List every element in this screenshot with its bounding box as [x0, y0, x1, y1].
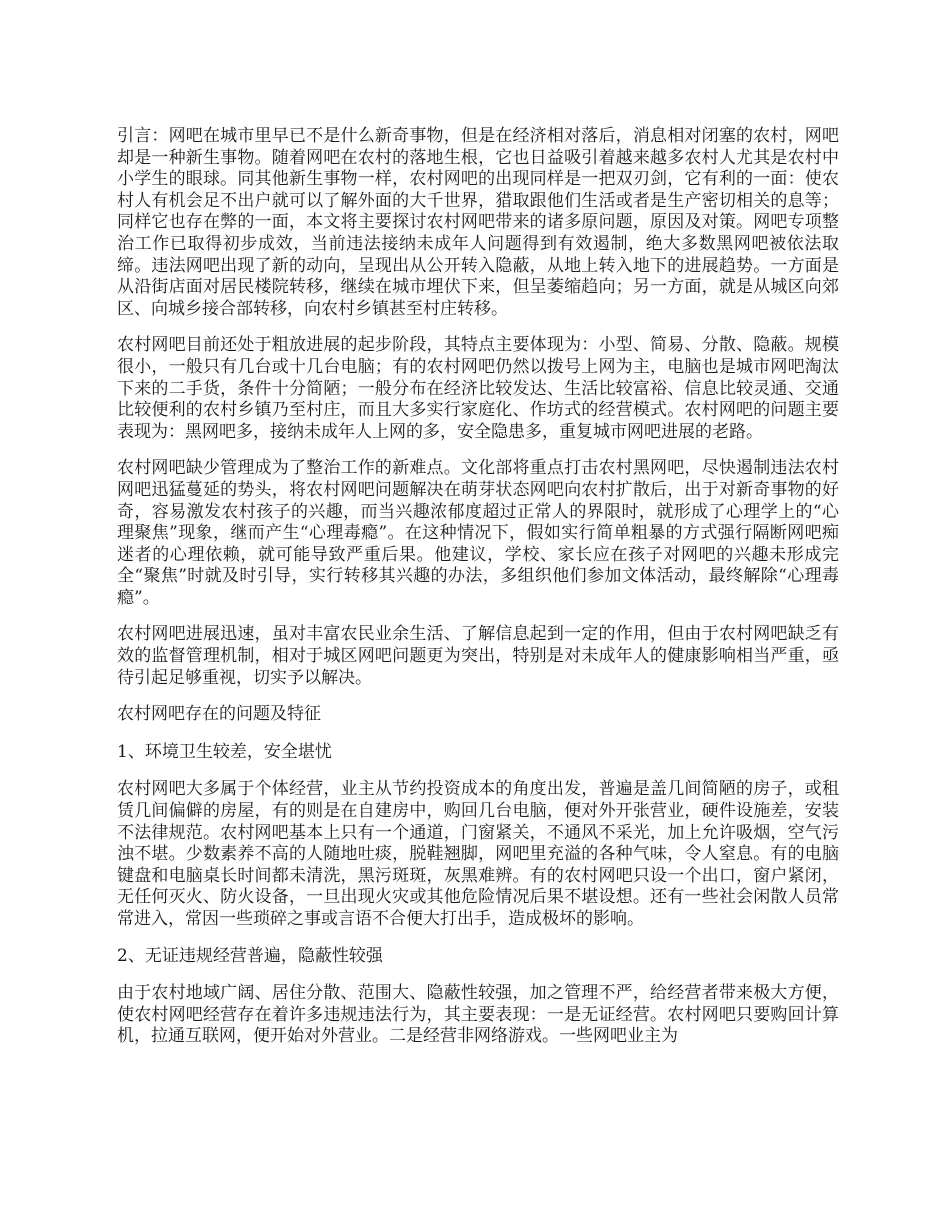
- body-paragraph: 农村网吧缺少管理成为了整治工作的新难点。文化部将重点打击农村黑网吧，尽快遏制违法农村网吧迅猛蔓延的势头，将农村网吧问题解决在萌芽状态网吧向农村扩散后，出于对新奇事物的好奇，容易激发农村孩子的兴趣，而当兴趣浓郁度超过正常人的界限时，就形成了心理学上的“心理聚焦”现象，继而产生“心理毒瘾”。在这种情况下，假如实行简单粗暴的方式强行隔断网吧痴迷者的心理依赖，就可能导致严重后果。他建议，学校、家长应在孩子对网吧的兴趣未形成完全“聚焦”时就及时引导，实行转移其兴趣的办法，多组织他们参加文体活动，最终解除“心理毒瘾”。: [117, 458, 839, 608]
- document-body: [117, 126, 839, 1063]
- body-paragraph: 农村网吧大多属于个体经营，业主从节约投资成本的角度出发，普遍是盖几间简陋的房子，或租赁几间偏僻的房屋，有的则是在自建房中，购回几台电脑，便对外开张营业，硬件设施差，安装不法律规范。农村网吧基本上只有一个通道，门窗紧关，不通风不采光，加上允许吸烟，空气污浊不堪。少数素养不高的人随地吐痰，脱鞋翘脚，网吧里充溢的各种气味，令人窒息。有的电脑键盘和电脑桌长时间都未清洗，黑污斑斑，灰黑难辨。有的农村网吧只设一个出口，窗户紧闭，无任何灭火、防火设备，一旦出现火灾或其他危险情况后果不堪设想。还有一些社会闲散人员常常进入，常因一些琐碎之事或言语不合便大打出手，造成极坏的影响。: [117, 779, 839, 929]
- body-paragraph: 由于农村地域广阔、居住分散、范围大、隐蔽性较强，加之管理不严，给经营者带来极大方便，使农村网吧经营存在着许多违规违法行为，其主要表现：一是无证经营。农村网吧只要购回计算机，拉通互联网，便开始对外营业。二是经营非网络游戏。一些网吧业主为: [117, 983, 839, 1047]
- body-paragraph: 农村网吧目前还处于粗放进展的起步阶段，其特点主要体现为：小型、简易、分散、隐蔽。规模很小，一般只有几台或十几台电脑；有的农村网吧仍然以拨号上网为主，电脑也是城市网吧淘汰下来的二手货，条件十分简陋；一般分布在经济比较发达、生活比较富裕、信息比较灵通、交通比较便利的农村乡镇乃至村庄，而且大多实行家庭化、作坊式的经营模式。农村网吧的问题主要表现为：黑网吧多，接纳未成年人上网的多，安全隐患多，重复城市网吧进展的老路。: [117, 335, 839, 442]
- intro-paragraph: 引言：网吧在城市里早已不是什么新奇事物，但是在经济相对落后，消息相对闭塞的农村，网吧却是一种新生事物。随着网吧在农村的落地生根，它也日益吸引着越来越多农村人尤其是农村中小学生的眼球。同其他新生事物一样，农村网吧的出现同样是一把双刃剑，它有利的一面：使农村人有机会足不出户就可以了解外面的大千世界，猎取跟他们生活或者是生产密切相关的息等；同样它也存在弊的一面，本文将主要探讨农村网吧带来的诸多原问题，原因及对策。网吧专项整治工作已取得初步成效，当前违法接纳未成年人问题得到有效遏制，绝大多数黑网吧被依法取缔。违法网吧出现了新的动向，呈现出从公开转入隐蔽，从地上转入地下的进展趋势。一方面是从沿街店面对居民楼院转移，继续在城市埋伏下来，但呈萎缩趋向；另一方面，就是从城区向郊区、向城乡接合部转移，向农村乡镇甚至村庄转移。: [117, 126, 839, 319]
- section-heading: 农村网吧存在的问题及特征: [117, 704, 321, 725]
- subsection-heading: 2、无证违规经营普遍，隐蔽性较强: [117, 945, 383, 966]
- body-paragraph: 农村网吧进展迅速，虽对丰富农民业余生活、了解信息起到一定的作用，但由于农村网吧缺乏有效的监督管理机制，相对于城区网吧问题更为突出，特别是对未成年人的健康影响相当严重，亟待引起足够重视，切实予以解决。: [117, 624, 839, 688]
- subsection-heading: 1、环境卫生较差，安全堪忧: [117, 741, 332, 762]
